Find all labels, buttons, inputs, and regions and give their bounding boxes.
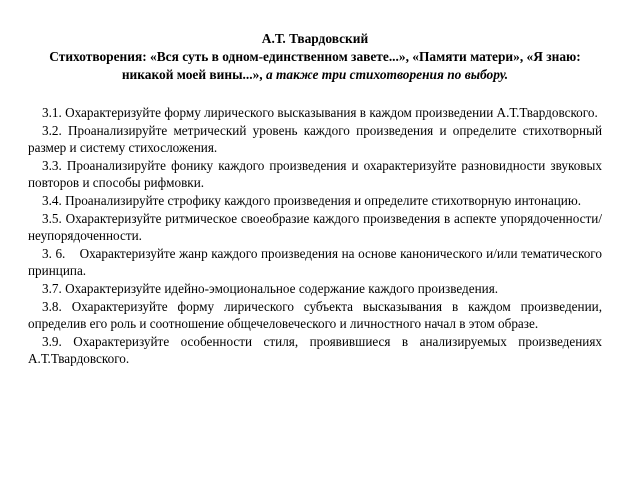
document-title: А.Т. Твардовский bbox=[261, 31, 369, 46]
task-item-3-2: 3.2. Проанализируйте метрический уровень каждого произведения и определите стихотворный размер и систему стихосложения. bbox=[28, 122, 602, 156]
task-item-3-6: 3. 6. Охарактеризуйте жанр каждого произведения на основе канонического и/или тематического принципа. bbox=[28, 245, 606, 279]
task-item-3-7: 3.7. Охарактеризуйте идейно-эмоциональное содержание каждого произведения. bbox=[42, 280, 499, 296]
task-item-3-8: 3.8. Охарактеризуйте форму лирического субъекта высказывания в каждом произведении, определив его роль и соотношение общечеловеческого и личностного начал в этом образе. bbox=[28, 298, 602, 332]
subtitle-italic: а также три стихотворения по выбору. bbox=[262, 67, 509, 82]
task-item-3-1: 3.1. Охарактеризуйте форму лирического высказывания в каждом произведении А.Т.Твардовского. bbox=[42, 105, 598, 120]
task-item-3-5: 3.5. Охарактеризуйте ритмическое своеобразие каждого произведения в аспекте упорядоченности/неупорядоченности. bbox=[28, 210, 602, 244]
document-subtitle bbox=[28, 48, 602, 84]
subtitle-main: Стихотворения: «Вся суть в одном-единственном завете...», «Памяти матери», «Я знаю: никакой моей вины...», bbox=[49, 49, 581, 82]
document-page bbox=[28, 30, 606, 368]
task-item-3-9: 3.9. Охарактеризуйте особенности стиля, проявившиеся в анализируемых произведениях А.Т.Твардовского. bbox=[28, 333, 602, 367]
task-item-3-3: 3.3. Проанализируйте фонику каждого произведения и охарактеризуйте разновидности звуковых повторов и способы рифмовки. bbox=[28, 157, 602, 191]
task-item-3-4: 3.4. Проанализируйте строфику каждого произведения и определите стихотворную интонацию. bbox=[42, 192, 581, 208]
task-list bbox=[28, 104, 606, 368]
